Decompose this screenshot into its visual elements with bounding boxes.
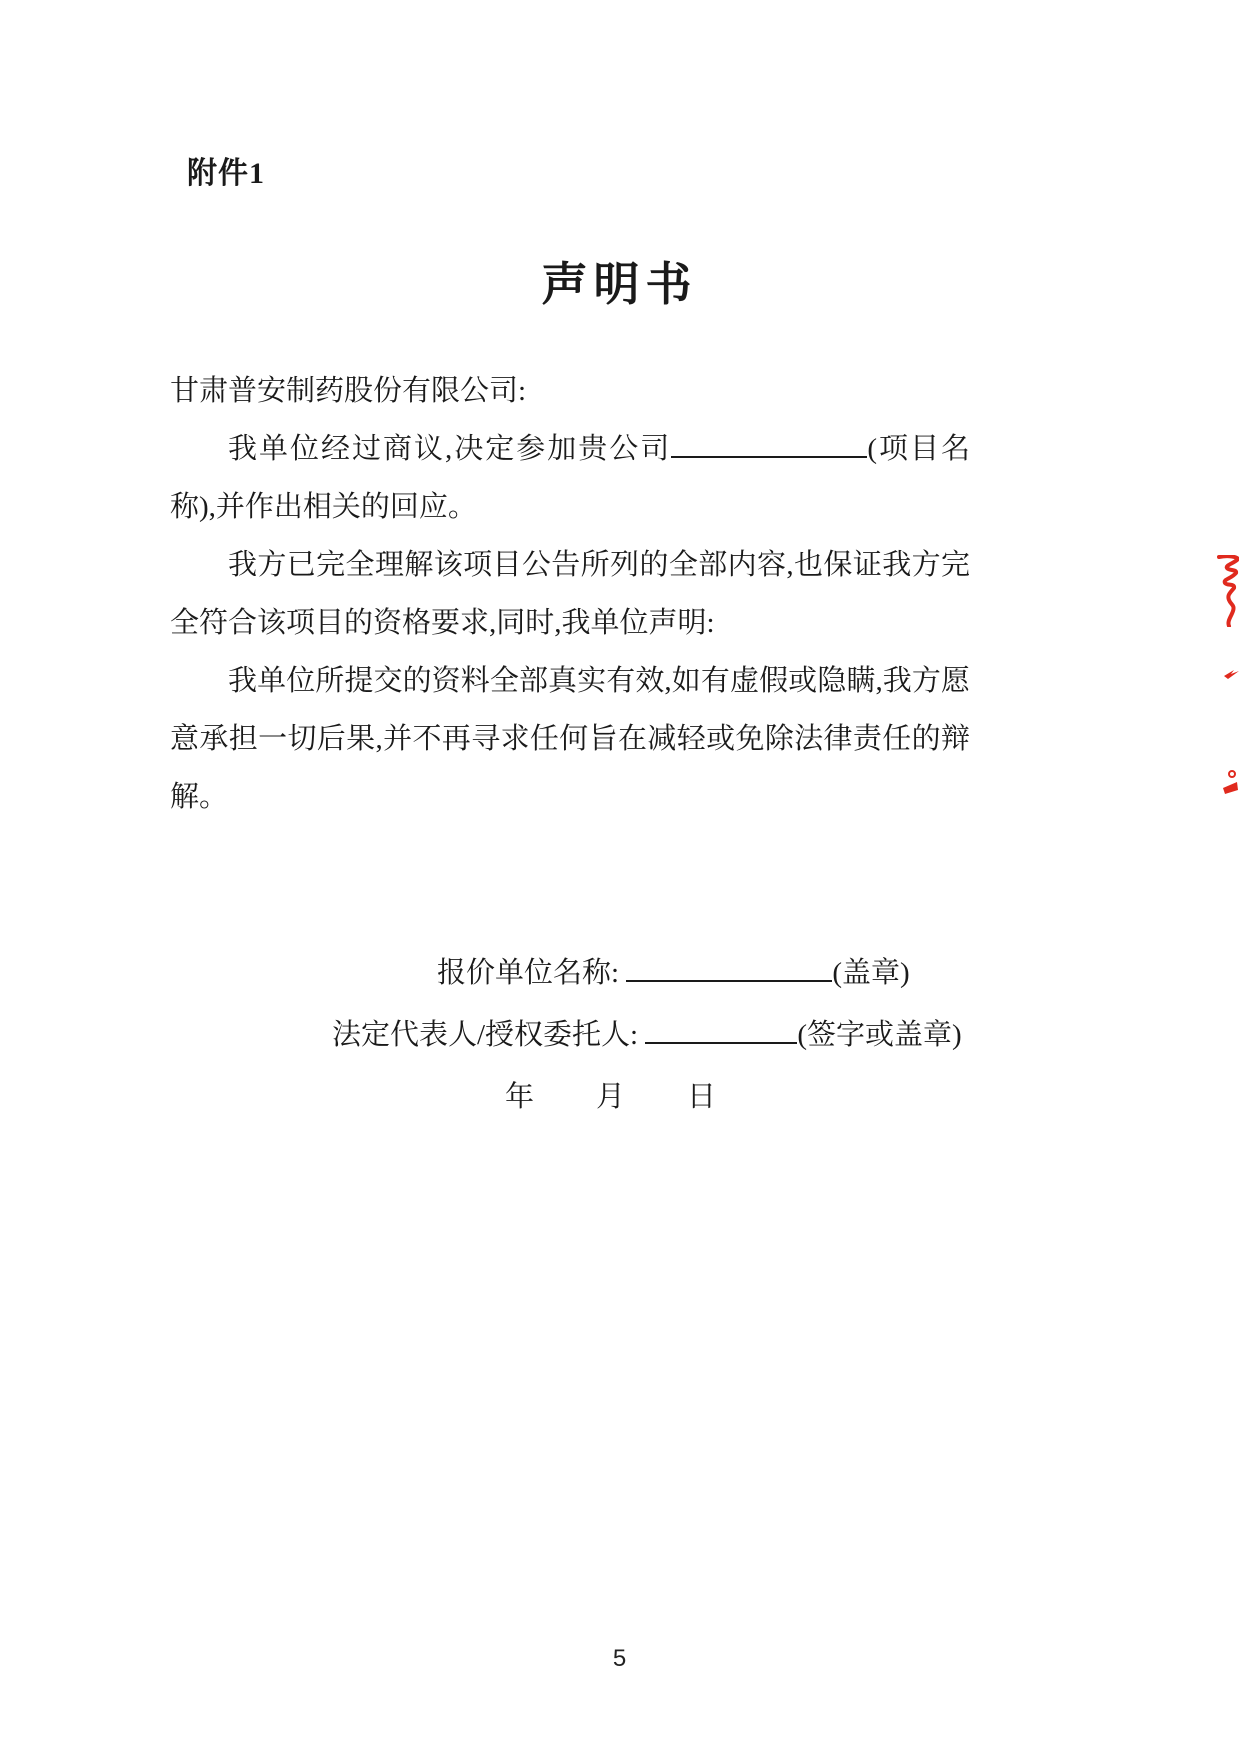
red-seal-fragment-blob-icon [1221, 770, 1239, 796]
quote-unit-suffix: (盖章) [832, 957, 910, 989]
representative-suffix: (签字或盖章) [797, 1019, 962, 1051]
date-day-label: 日 [687, 1081, 717, 1113]
signature-line-unit [437, 950, 910, 991]
signature-date-line [505, 1074, 716, 1115]
salutation-line: 甘肃普安制药股份有限公司: [170, 375, 527, 407]
project-name-blank [671, 427, 867, 458]
representative-blank [645, 1013, 797, 1044]
quote-unit-label: 报价单位名称: [437, 957, 620, 989]
paragraph-truthfulness: 我单位所提交的资料全部真实有效,如有虚假或隐瞒,我方愿意承担一切后果,并不再寻求任何旨在减轻或免除法律责任的辩解。 [170, 665, 970, 813]
paragraph-project-text-after: (项目名称),并作出相关的回应。 [170, 433, 970, 523]
document-body [170, 362, 970, 826]
paragraph-understanding: 我方已完全理解该项目公告所列的全部内容,也保证我方完全符合该项目的资格要求,同时,我单位声明: [170, 549, 970, 639]
red-seal-fragment-large-icon [1215, 555, 1239, 627]
attachment-label: 附件1 [187, 157, 265, 190]
representative-label: 法定代表人/授权委托人: [332, 1019, 639, 1051]
date-year-label: 年 [505, 1081, 535, 1113]
page-number: 5 [612, 1645, 627, 1672]
quote-unit-blank [626, 951, 832, 982]
signature-line-representative [332, 1012, 962, 1053]
page-title: 声明书 [541, 259, 698, 310]
date-month-label: 月 [596, 1081, 626, 1113]
red-seal-fragment-small-icon [1224, 666, 1239, 680]
paragraph-project-text-before: 我单位经过商议,决定参加贵公司 [228, 433, 672, 465]
paragraph-project [170, 420, 970, 536]
